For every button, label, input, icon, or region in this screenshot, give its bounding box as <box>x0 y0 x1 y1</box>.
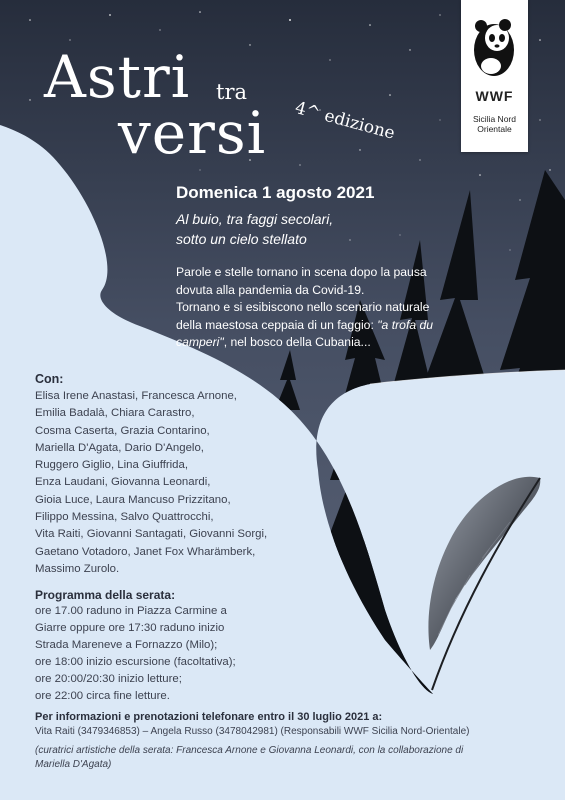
wwf-region-text: Sicilia Nord Orientale <box>473 114 516 135</box>
list-item: ore 22:00 circa fine letture. <box>35 689 170 702</box>
list-item: ore 17.00 raduno in Piazza Carmine a <box>35 605 227 617</box>
list-item: Mariella D'Agata, Dario D'Angelo, <box>35 441 204 454</box>
title-versi: versi <box>118 99 267 167</box>
list-item: Vita Raiti, Giovanni Santagati, Giovanni Sorgi, <box>35 528 268 541</box>
performers-list <box>35 388 267 578</box>
title-tra: tra <box>216 80 247 104</box>
list-item: Massimo Zurolo. <box>35 562 120 575</box>
event-subtitle: Al buio, tra faggi secolari, sotto un cielo stellato <box>176 211 334 247</box>
list-item: Giarre oppure ore 17:30 raduno inizio <box>35 621 225 634</box>
list-item: Ruggero Giglio, Lina Giuffrida, <box>35 459 189 472</box>
panda-icon <box>461 0 528 88</box>
list-item: Strada Mareneve a Fornazzo (Milo); <box>35 638 218 651</box>
wwf-logo <box>461 0 528 152</box>
list-item: ore 18:00 inizio escursione (facoltativa); <box>35 655 236 668</box>
credits-note: (curatrici artistiche della serata: Francesca Arnone e Giovanna Leonardi, con la collaborazione di Mariella D'Agata) <box>35 745 464 770</box>
list-item: Emilia Badalà, Chiara Carastro, <box>35 407 195 420</box>
performers-heading: Con: <box>35 372 64 386</box>
contact-line: Vita Raiti (3479346853) – Angela Russo (3478042981) (Responsabili WWF Sicilia Nord-Orientale) <box>35 726 470 737</box>
list-item: Enza Laudani, Giovanna Leonardi, <box>35 476 211 489</box>
program-list <box>35 603 236 704</box>
edition-label: 4^ edizione <box>292 98 397 144</box>
info-heading: Per informazioni e prenotazioni telefonare entro il 30 luglio 2021 a: <box>35 711 383 723</box>
list-item: ore 20:00/20:30 inizio letture; <box>35 672 182 685</box>
list-item: Filippo Messina, Salvo Quattrocchi, <box>35 511 214 524</box>
title-astri: Astri <box>44 43 191 111</box>
list-item: Elisa Irene Anastasi, Francesca Arnone, <box>35 390 237 402</box>
wwf-brand-text: WWF <box>475 88 514 104</box>
event-intro: Parole e stelle tornano in scena dopo la pausa dovuta alla pandemia da Covid-19. Tornano e si esibiscono nello scenario naturale della maestosa ceppaia di un faggio: "a trofa du camperi", nel bosco della Cubania... <box>176 265 434 349</box>
list-item: Gioia Luce, Laura Mancuso Prizzitano, <box>35 493 231 506</box>
event-date: Domenica 1 agosto 2021 <box>176 183 375 202</box>
list-item: Gaetano Votadoro, Janet Fox Wharämberk, <box>35 545 256 558</box>
list-item: Cosma Caserta, Grazia Contarino, <box>35 424 210 437</box>
program-heading: Programma della serata: <box>35 588 176 602</box>
